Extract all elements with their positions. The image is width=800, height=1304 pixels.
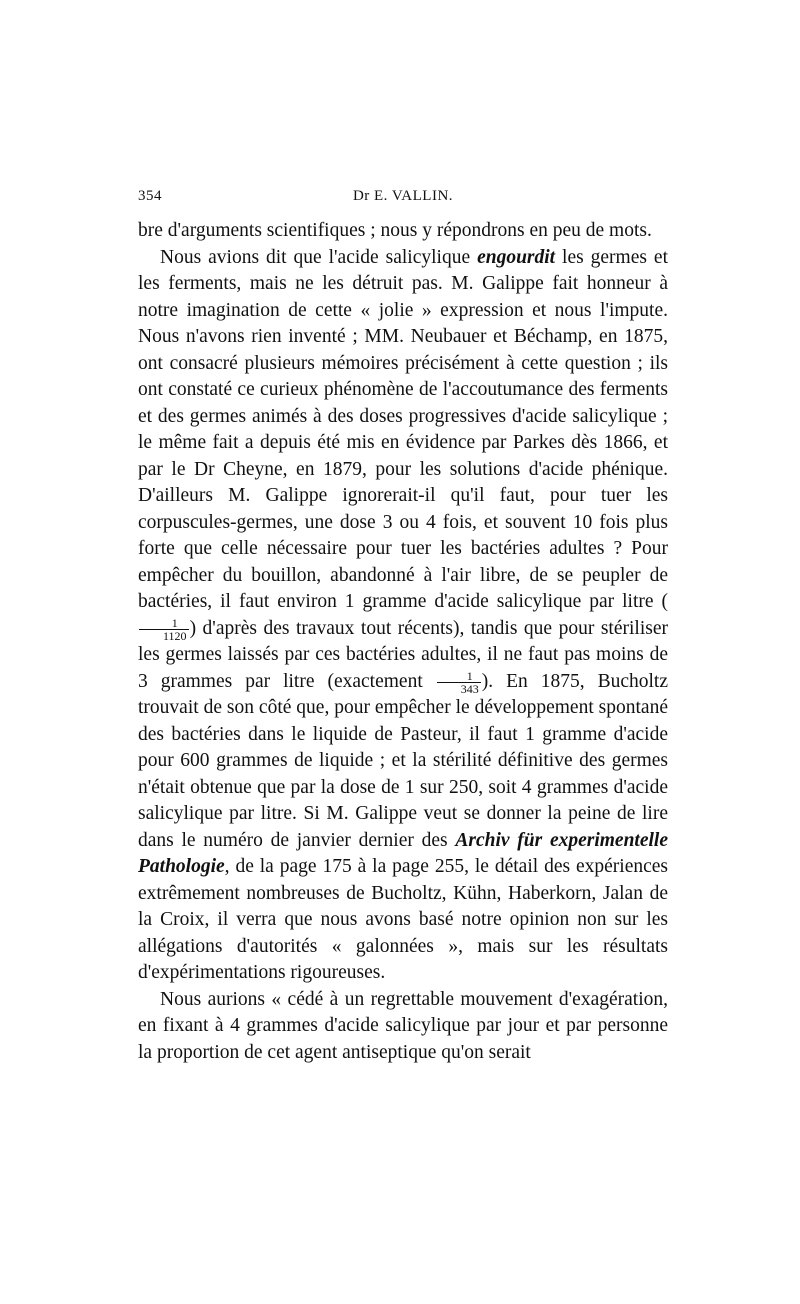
fraction-1-343 (437, 670, 481, 695)
running-header (138, 188, 668, 212)
fraction-numerator: 1 (171, 615, 178, 630)
emphasis-engourdit: engourdit (477, 246, 556, 268)
emphasis-journal-title: Archiv für experimentelle Pathologie (138, 829, 668, 877)
text-run: les germes et les ferments, mais ne les détruit pas. M. Galippe fait honneur à notre imagination de cette « jolie » expression et nous l'impute. Nous n'avons rien inventé ; MM. Neubauer et Béchamp, en 1875, ont consacré plusieurs mémoires précisément à cette question ; ils ont constaté ce curieux phénomène de l'accoutumance des ferments et des germes animés à des doses progressives d'acide salicylique ; le même fait a depuis été mis en évidence par Parkes dès 1866, et par le Dr Cheyne, en 1879, pour les solutions d'acide phénique. D'ailleurs M. Galippe ignorerait-il qu'il faut, pour tuer les corpuscules-germes, une dose 3 ou 4 fois, et souvent 10 fois plus forte que celle nécessaire pour tuer les bactéries adultes ? Pour empêcher du bouillon, abandonné à l'air libre, de se peupler de bactéries, il faut environ 1 gramme d'acide salicylique par litre ( (138, 246, 668, 612)
paragraph-main (138, 245, 668, 987)
paragraph-final: Nous aurions « cédé à un regrettable mouvement d'exagération, en fixant à 4 grammes d'acide salicylique par jour et par personne la proportion de cet agent antiseptique qu'on serait (138, 988, 668, 1063)
text-run: ). En 1875, Bucholtz trouvait de son côté que, pour empêcher le développement spontané des bactéries dans le liquide de Pasteur, il faut 1 gramme d'acide pour 600 grammes de liquide ; et la stérilité définitive des germes n'était obtenue que par la dose de 1 sur 250, soit 4 grammes d'acide salicylique par litre. Si M. Galippe veut se donner la peine de lire dans le numéro de janvier dernier des (138, 670, 668, 851)
fraction-denominator: 1120 (139, 629, 189, 642)
paragraph-continuation: bre d'arguments scientifiques ; nous y répondrons en peu de mots. (138, 220, 652, 241)
body-text (138, 218, 668, 1066)
text-run: , de la page 175 à la page 255, le détail des expériences extrêmement nombreuses de Bucholtz, Kühn, Haberkorn, Jalan de la Croix, il verra que nous avons basé notre opinion non sur les allégations d'autorités « galonnées », mais sur les résultats d'expérimentations rigoureuses. (138, 856, 668, 983)
text-run: ) d'après des travaux tout récents), tandis que pour stériliser les germes laissés par ces bactéries adultes, il ne faut pas moins de 3 grammes par litre (exactement (138, 617, 668, 692)
page-number: 354 (138, 188, 162, 204)
fraction-1-1120 (139, 617, 189, 642)
running-title: Dr E. VALLIN. (352, 188, 454, 204)
text-run: Nous avions dit que l'acide salicylique (160, 246, 478, 268)
book-page (138, 188, 668, 1066)
fraction-denominator: 343 (437, 682, 481, 695)
fraction-numerator: 1 (466, 668, 473, 683)
